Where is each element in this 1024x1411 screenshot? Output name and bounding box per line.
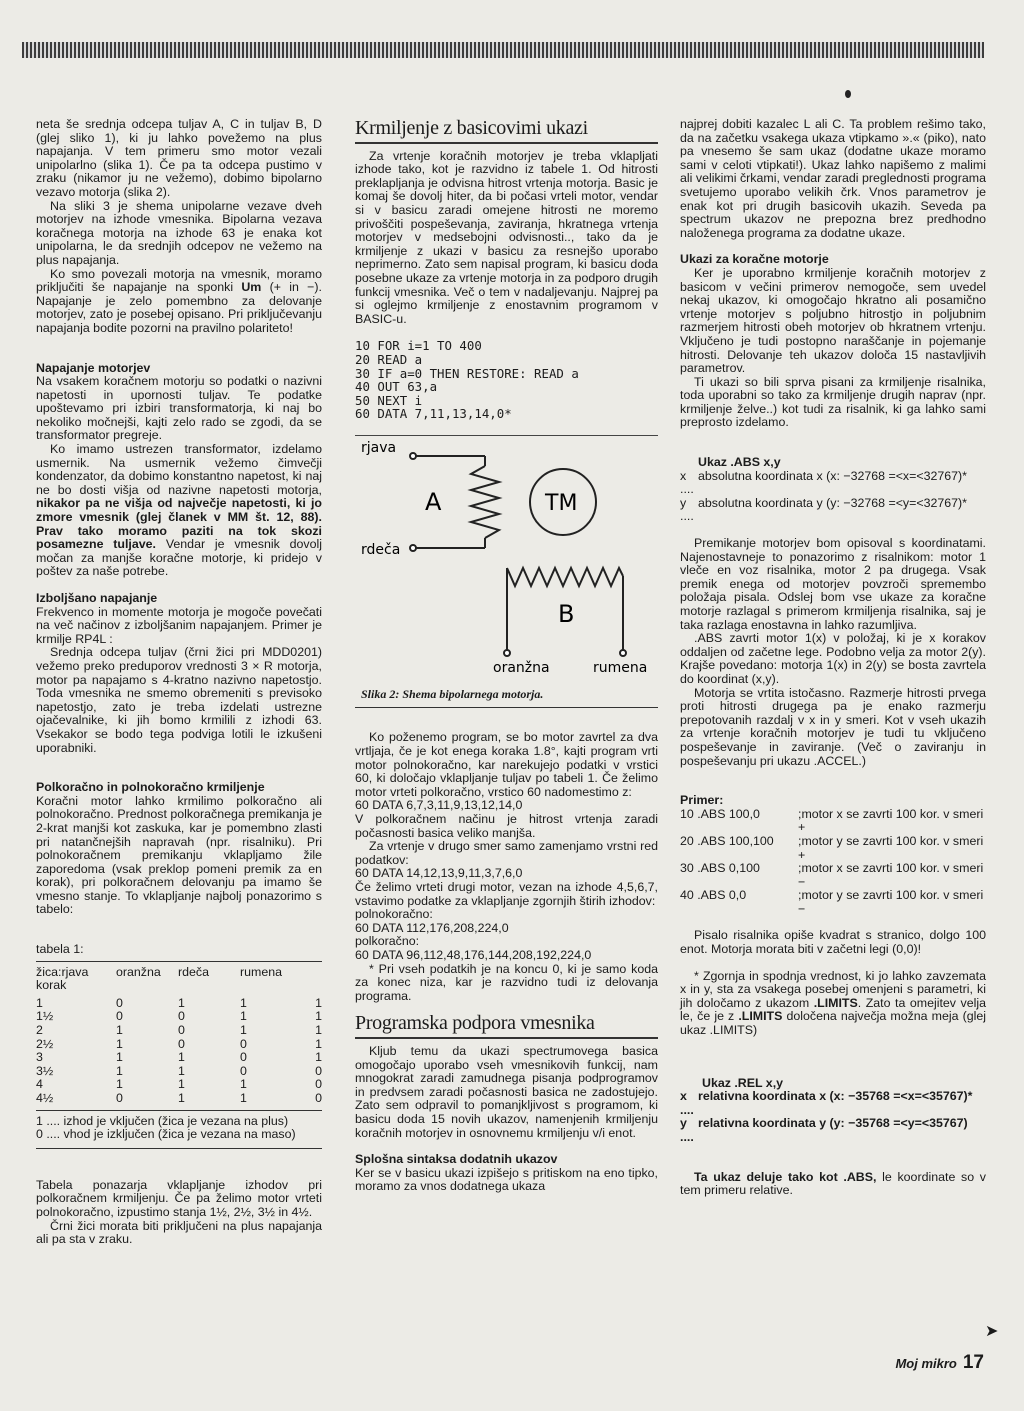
table-cell: 0 bbox=[116, 1009, 123, 1024]
paragraph: Na vsakem koračnem motorju so podatki o nazivni napetosti in upornosti tuljav. Te podatke upoštevamo pri izbiri transformatorja, ki naj bo nekoliko močnejši, kajti zelo rado se zgodi, da se transformator pregreje. bbox=[36, 374, 322, 443]
paragraph bbox=[680, 1171, 986, 1198]
table-cell: 0 bbox=[240, 1063, 247, 1078]
table-body bbox=[36, 997, 322, 1106]
table-legend bbox=[36, 1110, 322, 1142]
table-cell: 0 bbox=[116, 995, 123, 1010]
table-cell: 0 bbox=[315, 1091, 322, 1105]
paragraph: Ko poženemo program, se bo motor zavrtel za dva vrtljaja, če je kot enega koraka 1.8°, kajti program vrti motor polnokoračno, kar narekujejo podatki v vrstici 60, ki določajo vklapljanje tuljav po tabeli 1. Če želimo motor vrteti polkoračno, vrstico 60 nadomestimo z: bbox=[355, 730, 658, 799]
table-header-row bbox=[36, 966, 322, 997]
page-number: 17 bbox=[962, 1352, 984, 1373]
table-cell: 1 bbox=[178, 995, 185, 1010]
table-cell: 1 bbox=[315, 1009, 322, 1024]
table-cell: 4 bbox=[36, 1077, 43, 1092]
paragraph: Pisalo risalnika opiše kvadrat s stranico, dolgo 100 enot. Motorja morata biti v začetni legi (0,0)! bbox=[680, 928, 986, 957]
column-middle bbox=[355, 118, 658, 1194]
paragraph bbox=[36, 268, 322, 336]
table-cell: 1 bbox=[36, 995, 43, 1010]
table-cell: 1 bbox=[240, 1091, 247, 1105]
text-span-bold: Ta ukaz deluje tako kot .ABS, bbox=[694, 1169, 877, 1184]
table-cell: 0 bbox=[240, 1036, 247, 1051]
table-header-cell: rdeča bbox=[178, 964, 209, 979]
label-tm: TM bbox=[545, 490, 578, 516]
table-cell: 2 bbox=[36, 1023, 43, 1038]
label-oranzna: oranžna bbox=[493, 659, 550, 676]
table-cell: 1 bbox=[315, 995, 322, 1010]
table-row bbox=[36, 1092, 322, 1106]
text-span-bold: nikakor pa ne višja od največje napetosti, ki jo zmore vmesnik (glej članek v MM št. 12, 88). Prav tako moramo paziti na tok skozi posamezne tuljave. bbox=[36, 496, 322, 552]
section-heading: Izboljšano napajanje bbox=[36, 591, 158, 605]
table-row bbox=[36, 1051, 322, 1065]
table-row bbox=[36, 1024, 322, 1038]
text-span: Ko imamo ustrezen transformator, izdelamo usmernik. Na usmernik vežemo čimvečji kondenzator, da dobimo konstantno napetost, ki naj ne bo dosti višja od nazivne napetosti motorja, bbox=[36, 442, 322, 497]
text-span: . Zato ta omejitev velja le, če je z bbox=[680, 995, 986, 1024]
paragraph: Koračni motor lahko krmilimo polkoračno ali polnokoračno. Prednost polkoračnega premikanja je 2-krat manjši kot zaskuka, kar je pomembno zlasti pri natančnejših napravah (npr. risalniku). Pri polnokoračnem premikanju vklapljamo žile zaporedoma (vsak preklop pomeni premik za en korak), pri polkoračnem delovanju pa imamo še vmesno stanje. To vklapljanje najbolj ponazorimo s tabelo: bbox=[36, 793, 322, 917]
table-cell: 1½ bbox=[36, 1009, 54, 1024]
example-row bbox=[680, 862, 986, 889]
text-span-bold: .LIMITS bbox=[738, 1009, 783, 1024]
table-cell: 1 bbox=[116, 1050, 123, 1065]
schematic-diagram bbox=[355, 436, 658, 686]
column-left bbox=[36, 118, 322, 1247]
label-coil-b: B bbox=[558, 599, 575, 628]
paragraph: Na sliki 3 je shema unipolarne vezave dveh motorjev na izhode vmesnika. Bipolarna vezava koračnega motorja na izhode 63 je enaka kot unipolarna, le da srednjih odcepov ne vežemo na plus napajanja. bbox=[36, 198, 322, 267]
param-key: x .... bbox=[680, 468, 694, 497]
table-cell: 1 bbox=[315, 1050, 322, 1065]
arrow-right-icon: ➤ bbox=[985, 1323, 999, 1340]
label-rdeca: rdeča bbox=[361, 541, 401, 558]
text-span: Vendar je vmesnik dovolj močan za manjše koračne motorje, ki pridejo v poštev za naše potrebe. bbox=[36, 537, 322, 579]
paragraph: Ti ukazi so bili sprva pisani za krmiljenje risalnika, toda uporabni so tako za krmiljenje drugih naprav (npr. krmiljenje želve..) kot tudi za risalnik, ki ga lahko sami preprosto izdelamo. bbox=[680, 374, 986, 430]
example-comment: ;motor x se zavrti 100 kor. v smeri − bbox=[798, 861, 984, 889]
param-desc: absolutna koordinata x (x: −32768 =<x=<32767)* bbox=[698, 468, 968, 483]
rel-params bbox=[680, 1090, 986, 1144]
code-label: polkoračno: bbox=[355, 934, 420, 949]
example-heading: Primer: bbox=[680, 793, 724, 808]
table-cell: 0 bbox=[240, 1050, 247, 1065]
table-header-cell bbox=[304, 966, 322, 997]
table-cell: 1 bbox=[240, 1077, 247, 1092]
table-cell: 1 bbox=[240, 1009, 247, 1024]
example-row bbox=[680, 835, 986, 862]
section-heading: Polkoračno in polnokoračno krmiljenje bbox=[36, 780, 265, 795]
table-cell: 3 bbox=[36, 1050, 43, 1065]
paragraph: najprej dobiti kazalec L ali C. Ta problem rešimo tako, da na začetku vsakega ukaza vtipkamo ».« (piko), nato pa vnesemo še sam ukaz (dodatne ukaze moramo sami v celoti vtipkati!). Ukaz lahko napišemo z malimi ali velikimi črkami, vendar zaradi preglednosti programa svetujemo uporabo velikih črk. Vnos parametrov je enak kot pri drugih basicovih ukazih. Seveda pa spectrum ukazov ne prepozna brez predhodno naloženega programa za dodatne ukaze. bbox=[680, 117, 986, 240]
section-title: Programska podpora vmesnika bbox=[355, 1017, 658, 1039]
figure-bipolar-motor bbox=[355, 435, 658, 688]
table-cell: 1 bbox=[116, 1077, 123, 1092]
code-line: 60 DATA 14,12,13,9,11,3,7,6,0 bbox=[355, 866, 523, 881]
example-comment: ;motor x se zavrti 100 kor. v smeri + bbox=[798, 806, 984, 835]
table-cell: 0 bbox=[178, 1036, 185, 1051]
paragraph: Tabela ponazarja vklapljanje izhodov pri polkoračnem krmiljenju. Če pa želimo motor vrteti polnokoračno, izpustimo stanja 1½, 2½, 3½ in 4½. bbox=[36, 1177, 322, 1219]
table-cell: 0 bbox=[116, 1091, 123, 1105]
paragraph: Kljub temu da ukazi spectrumovega basica omogočajo uporabo vseh vmesnikovih funkcij, nam mnogokrat zaradi zamudnega pisanja podprogramov in predvsem zaradi počasnosti basica ne zadostujejo. Zato sem odpravil to pomanjkljivost s programom, ki basicu doda 15 novih ukazov, namenjenih krmiljenju koračnih motorjev in osnovnemu krmiljenju v/i enot. bbox=[355, 1043, 658, 1140]
table-row bbox=[36, 1078, 322, 1092]
example-table bbox=[680, 808, 986, 917]
legend-line: 0 .... vhod je izključen (žica je vezana na maso) bbox=[36, 1127, 296, 1142]
paragraph: Če želimo vrteti drugi motor, vezan na izhode 4,5,6,7, vstavimo podatke za vklapljanje zgornjih štirih izhodov: bbox=[355, 880, 658, 908]
page-footer bbox=[895, 1352, 984, 1374]
paragraph bbox=[36, 443, 322, 579]
abs-params bbox=[680, 470, 986, 524]
table-cell: 0 bbox=[315, 1063, 322, 1078]
table-cell: 0 bbox=[178, 1023, 185, 1038]
param-desc: absolutna koordinata y (y: −32768 =<y=<32767)* bbox=[698, 495, 968, 510]
text-span: Ko smo povezali motorja na vmesnik, moramo priključiti še napajanje na sponki bbox=[36, 266, 322, 295]
table-row bbox=[36, 997, 322, 1011]
table-header-cell: žica:rjava korak bbox=[36, 964, 89, 993]
table-cell: 1 bbox=[240, 1023, 247, 1038]
code-label: polnokoračno: bbox=[355, 907, 433, 922]
table-cell: 2½ bbox=[36, 1036, 54, 1051]
table-row bbox=[36, 1038, 322, 1052]
text-span: le koordinate so v tem primeru relative. bbox=[680, 1169, 986, 1198]
paragraph: Za vrtenje v drugo smer samo zamenjamo vrstni red podatkov: bbox=[355, 839, 658, 867]
table-cell: 1 bbox=[178, 1050, 185, 1065]
table-cell: 0 bbox=[178, 1009, 185, 1024]
table-label: tabela 1: bbox=[36, 942, 84, 957]
paragraph: Premikanje motorjev bom opisoval s koordinatami. Najenostavneje to ponazorimo z risalnikom: motor 1 vleče en voz risalnika, motor 2 pa drugega. Vsak premik enega od motorjev povzroči spremembo položaja pisala. Odslej bom vse ukaze za koračne motorje razlagal s primerom krmiljenja risalnika, saj je taka razlaga enostavna in lahko razumljiva. bbox=[680, 536, 986, 632]
figure-caption: Slika 2: Shema bipolarnega motorja. bbox=[361, 686, 544, 701]
table-cell: 1 bbox=[315, 1023, 322, 1038]
example-comment: ;motor y se zavrti 100 kor. v smeri − bbox=[798, 888, 984, 916]
magazine-name: Moj mikro bbox=[895, 1356, 957, 1371]
step-table bbox=[36, 961, 322, 1106]
text-span: * Zgornja in spodnja vrednost, ki jo lahko zavzemata x in y, sta za vsakega posebej omenjeni s parametri, ki jih določamo z ukazom bbox=[680, 968, 986, 1010]
ink-dot bbox=[845, 90, 851, 98]
text-span: določena največja možna meja (glej ukaz .LIMITS) bbox=[680, 1009, 986, 1038]
table-cell: 1 bbox=[178, 1063, 185, 1078]
paragraph: Črni žici morata biti priključeni na plus napajanja ali pa sta v zraku. bbox=[36, 1218, 322, 1247]
table-header-cell: oranžna bbox=[116, 964, 161, 979]
table-cell: 0 bbox=[315, 1077, 322, 1092]
table-cell: 3½ bbox=[36, 1063, 54, 1078]
paragraph: Srednja odcepa tuljav (črni žici pri MDD0201) vežemo preko preduporov vrednosti 3 × R motorja, motor pa napajamo s 4-kratno nazivno napetostjo. Toda vmesnika ne smemo obremeniti s previsoko napetostjo, zato je treba izdelati ustrezne ojačevalnike, ki jih bomo krmilili z izhodi 63. Vsekakor se bodo tega podviga lotili le izkušeni uporabniki. bbox=[36, 645, 322, 755]
section-heading: Splošna sintaksa dodatnih ukazov bbox=[355, 1152, 558, 1167]
param-key: y .... bbox=[680, 1116, 694, 1144]
table-row bbox=[36, 1010, 322, 1024]
example-code: 20 .ABS 100,100 bbox=[680, 833, 774, 848]
table-cell: 1 bbox=[315, 1036, 322, 1051]
command-heading: Ukaz .ABS x,y bbox=[698, 455, 781, 470]
example-code: 10 .ABS 100,0 bbox=[680, 806, 760, 821]
command-heading: Ukaz .REL x,y bbox=[702, 1075, 784, 1090]
text-span-bold: .LIMITS bbox=[813, 995, 858, 1010]
code-line: 60 DATA 96,112,48,176,144,208,192,224,0 bbox=[355, 947, 592, 962]
basic-program: 10 FOR i=1 TO 400 20 READ a 30 IF a=0 THEN RESTORE: READ a 40 OUT 63,a 50 NEXT i 60 DATA 7,11,13,14,0* bbox=[355, 338, 579, 422]
paragraph: Ker se v basicu ukazi izpišejo s pritiskom na eno tipko, moramo za vnos dodatnega ukaza bbox=[355, 1165, 658, 1194]
text-span: (+ in −). Napajanje je zelo pomembno za delovanje motorjev, zato je posebej opisano. Pri priključevanju napajanja bodite pozorni na pravilno polariteto! bbox=[36, 280, 322, 335]
param-desc: relativna koordinata x (x: −35768 =<x=<35767)* bbox=[698, 1089, 973, 1104]
paragraph bbox=[680, 970, 986, 1038]
example-code: 30 .ABS 0,100 bbox=[680, 861, 760, 876]
param-key: y .... bbox=[680, 495, 694, 524]
example-row bbox=[680, 889, 986, 916]
table-cell: 4½ bbox=[36, 1091, 54, 1105]
header-stripe bbox=[22, 42, 984, 58]
paragraph: neta še srednja odcepa tuljav A, C in tuljav B, D (glej sliko 1), ki ju lahko povežemo na plus napajanja. V tem primeru smo motor vezali unipolarlno (slika 1). Če pa ta odcepa pustimo v zraku (nikamor ju ne vežemo), dobimo bipolarno vezavo motorja (slika 2). bbox=[36, 117, 322, 199]
label-coil-a: A bbox=[425, 487, 442, 516]
label-rjava: rjava bbox=[361, 439, 397, 456]
paragraph: Za vrtenje koračnih motorjev je treba vklapljati izhode tako, kot je razvidno iz tabele 1. Od hitrosti preklapljanja je odvisna hitrost vrtenja motorja. Basic je komaj še dovolj hiter, da bi počasi vrteli motor, vendar si v basicu zaradi omejene hitrosti ne moremo privoščiti pospeševanja, zaviranja, hkratnega vrtenja motorjev v medsebojni odvisnosti.., tako da je krmiljenje z ukazi v basicu za resnejšo uporabo neprimerno. Zato sem napisal program, ki basicu doda posebne ukaze za vrtenje motorja in za podporo drugih funkcij vmesnika. Več o tem v nadaljevanju. Najprej pa si oglejmo krmiljenje z enostavnim programom v BASIC-u. bbox=[355, 148, 658, 326]
section-heading: Napajanje motorjev bbox=[36, 360, 151, 375]
section-heading: Ukazi za koračne motorje bbox=[680, 252, 829, 267]
table-cell: 1 bbox=[178, 1077, 185, 1092]
paragraph: * Pri vseh podatkih je na koncu 0, ki je samo koda za konec niza, kar je razvidno tudi iz delovanja programa. bbox=[355, 961, 658, 1003]
param-key: x .... bbox=[680, 1089, 694, 1117]
paragraph: Frekvenco in momente motorja je mogoče povečati na več načinov z izboljšanim napajanjem. Primer je krmilje RP4L : bbox=[36, 604, 322, 646]
table-cell: 1 bbox=[116, 1063, 123, 1078]
example-row bbox=[680, 808, 986, 835]
table-row bbox=[36, 1065, 322, 1079]
table-cell: 1 bbox=[178, 1091, 185, 1105]
table-cell: 1 bbox=[240, 995, 247, 1010]
table-cell: 1 bbox=[116, 1036, 123, 1051]
legend-line: 1 .... izhod je vključen (žica je vezana na plus) bbox=[36, 1113, 289, 1128]
article-title: Krmiljenje z basicovimi ukazi bbox=[355, 122, 658, 144]
example-code: 40 .ABS 0,0 bbox=[680, 888, 747, 903]
table-cell: 1 bbox=[116, 1023, 123, 1038]
table-header-cell: rumena bbox=[240, 964, 283, 979]
paragraph: Motorja se vrtita istočasno. Razmerje hitrosti prvega proti hitrosti drugega pa je enako razmerju prepotovanih razdalj v x in y smeri. Kot v vseh ukazih za vrtenje koračnih motorjev je tudi tu vključeno pospeševanje in zaviranje. (Več o zaviranju in pospeševanju pri ukazu .ACCEL.) bbox=[680, 685, 986, 768]
paragraph: Ker je uporabno krmiljenje koračnih motorjev z basicom v večini primerov nemogoče, sem uvedel nekaj ukazov, ki omogočajo hkratno ali posamično vrtenje motorjev s poljubno hitrostjo in poljubnim razmerjem hitrosti obeh motorjev ob hkratnem vrtenju. Vključeno je tudi postopno naraščanje in pojemanje hitrosti. Delovanje teh ukazov določa 15 nastavljivih parametrov. bbox=[680, 265, 986, 376]
example-comment: ;motor y se zavrti 100 kor. v smeri + bbox=[798, 833, 984, 862]
paragraph: V polkoračnem načinu je hitrost vrtenja zaradi počasnosti basica veliko manjša. bbox=[355, 812, 658, 840]
param-desc: relativna koordinata y (y: −35768 =<y=<35767) bbox=[698, 1116, 968, 1131]
paragraph: .ABS zavrti motor 1(x) v položaj, ki je x korakov oddaljen od začetne lege. Podobno velja za motor 2(y). Krajše povedano: motorja 1(x) in 2(y) se bosta zavrtela do koordinat (x,y). bbox=[680, 631, 986, 686]
code-line: 60 DATA 6,7,3,11,9,13,12,14,0 bbox=[355, 798, 523, 813]
text-span-bold: Um bbox=[241, 280, 262, 295]
column-right bbox=[680, 118, 986, 1198]
code-line: 60 DATA 112,176,208,224,0 bbox=[355, 920, 509, 935]
label-rumena: rumena bbox=[593, 659, 648, 676]
